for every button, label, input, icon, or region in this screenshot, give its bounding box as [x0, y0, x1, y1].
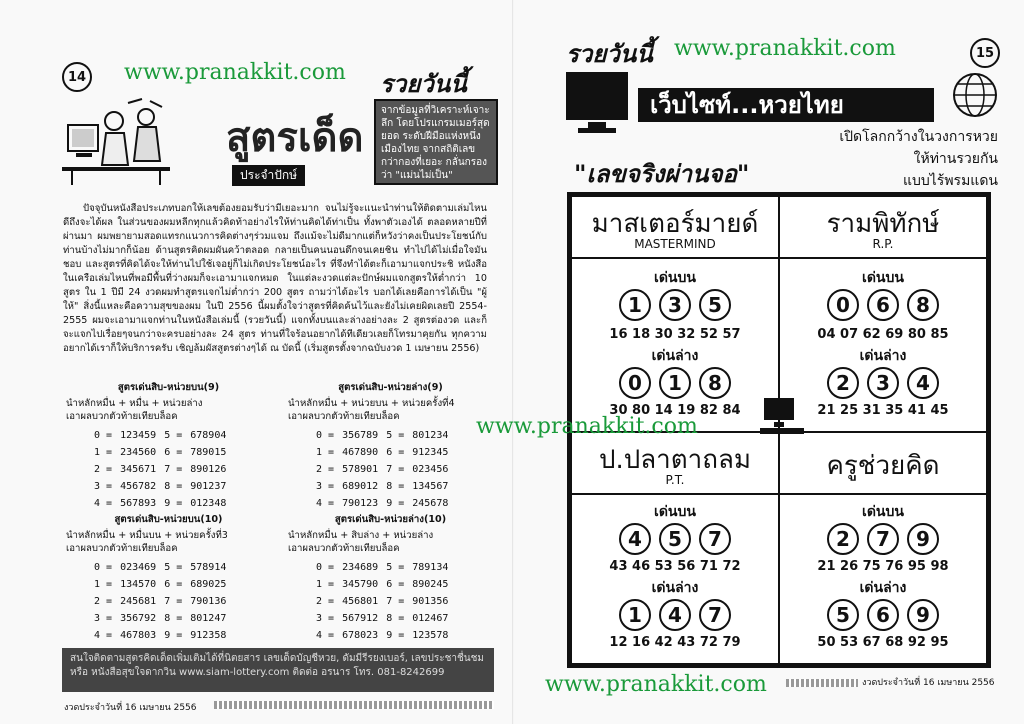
- digit-key: 1 =: [316, 447, 335, 458]
- digit-key: 5 =: [164, 430, 183, 441]
- digit-set: 912345: [412, 447, 449, 458]
- formula-row: [90, 627, 230, 644]
- box-body-kru: [778, 493, 988, 665]
- digit-set: 456801: [342, 596, 379, 607]
- digit-set: 578914: [190, 562, 227, 573]
- issue-date-footer: งวดประจำวันที่ 16 เมษายน 2556: [862, 678, 995, 688]
- formula-title: สูตรเด่นสิบ-หน่วยล่าง(9): [338, 382, 443, 393]
- digit-set: 123578: [412, 630, 449, 641]
- digit-key: 0 =: [94, 562, 113, 573]
- website-banner: [566, 72, 1004, 190]
- formula-title: สูตรเด่นสิบ-หน่วยล่าง(10): [334, 514, 447, 525]
- digit-set: 890126: [190, 464, 227, 475]
- formula-row: [90, 576, 230, 593]
- box-name: ครูช่วยคิด: [826, 451, 940, 481]
- digit-key: 4 =: [316, 498, 335, 509]
- formula-instruction: เอาผลบวกตัวท้ายเทียบล็อค: [66, 411, 178, 422]
- digit-key: 3 =: [94, 613, 113, 624]
- circled-digit: 2: [827, 523, 859, 555]
- circled-digit: 9: [907, 523, 939, 555]
- formula-instruction: นำหลักหมื่น + หมื่น + หน่วยล่าง: [66, 398, 203, 409]
- watermark-text: www.pranakkit.com: [545, 672, 767, 697]
- digit-set: 789134: [412, 562, 449, 573]
- circled-digit: 4: [659, 599, 691, 631]
- banner-subtitle: ประจำปักษ์: [232, 165, 305, 186]
- digit-set: 234560: [120, 447, 157, 458]
- top-label: เด่นบน: [862, 504, 904, 520]
- top-circles: [572, 523, 778, 555]
- digit-key: 5 =: [386, 562, 405, 573]
- formula-group-1: [66, 380, 271, 512]
- digit-key: 6 =: [164, 447, 183, 458]
- digit-set: 567912: [342, 613, 379, 624]
- digit-key: 4 =: [94, 630, 113, 641]
- people-computer-illustration: [62, 95, 170, 187]
- formula-table: [90, 559, 230, 644]
- monitor-base: [578, 128, 616, 133]
- monitor-icon: [566, 72, 628, 120]
- circled-digit: 6: [867, 289, 899, 321]
- formula-table: [312, 559, 452, 644]
- digit-set: 901237: [190, 481, 227, 492]
- formula-instruction: เอาผลบวกตัวท้ายเทียบล็อค: [66, 543, 178, 554]
- formula-instruction: เอาผลบวกตัวท้ายเทียบล็อค: [288, 543, 400, 554]
- circled-digit: 8: [699, 367, 731, 399]
- digit-set: 245678: [412, 498, 449, 509]
- box-subname: R.P.: [872, 237, 894, 251]
- globe-icon: [952, 72, 998, 118]
- bottom-circles: [572, 367, 778, 399]
- top-numbers: 04 07 62 69 80 85: [817, 327, 949, 342]
- circled-digit: 5: [659, 523, 691, 555]
- banner-title: สูตรเด็ด: [226, 115, 364, 161]
- masthead-logo: รวยวันนี้: [566, 39, 653, 68]
- digit-key: 8 =: [386, 481, 405, 492]
- box-header-mastermind: [570, 195, 780, 259]
- bottom-numbers: 21 25 31 35 41 45: [817, 403, 949, 418]
- digit-key: 9 =: [164, 630, 183, 641]
- formula-instruction: นำหลักหมื่น + หมื่นบน + หน่วยครั้งที่3: [66, 530, 228, 541]
- top-label: เด่นบน: [654, 504, 696, 520]
- formula-table: [90, 427, 230, 512]
- footer-rule: [786, 679, 858, 687]
- formula-row: [90, 478, 230, 495]
- bottom-numbers: 30 80 14 19 82 84: [609, 403, 741, 418]
- formula-row: [312, 610, 452, 627]
- digit-key: 8 =: [386, 613, 405, 624]
- formula-banner: [62, 95, 502, 195]
- digit-key: 6 =: [386, 447, 405, 458]
- digit-set: 467803: [120, 630, 157, 641]
- page-number: 14: [62, 62, 92, 92]
- circled-digit: 7: [699, 599, 731, 631]
- formula-row: [312, 576, 452, 593]
- digit-key: 2 =: [316, 596, 335, 607]
- formula-row: [90, 495, 230, 512]
- digit-set: 689025: [190, 579, 227, 590]
- top-numbers: 43 46 53 56 71 72: [609, 559, 741, 574]
- digit-set: 345671: [120, 464, 157, 475]
- digit-set: 578901: [342, 464, 379, 475]
- bottom-circles: [780, 599, 986, 631]
- digit-set: 123459: [120, 430, 157, 441]
- watermark-text: www.pranakkit.com: [476, 414, 698, 439]
- top-label: เด่นบน: [654, 270, 696, 286]
- formula-row: [312, 461, 452, 478]
- digit-key: 9 =: [164, 498, 183, 509]
- digit-key: 6 =: [164, 579, 183, 590]
- banner-line: เปิดโลกกว้างในวงการหวย: [839, 129, 998, 145]
- box-name: รามพิทักษ์: [826, 209, 940, 239]
- digit-set: 678904: [190, 430, 227, 441]
- digit-set: 456782: [120, 481, 157, 492]
- circled-digit: 1: [619, 289, 651, 321]
- formula-row: [90, 593, 230, 610]
- page-number: 15: [970, 38, 1000, 68]
- bottom-label: เด่นล่าง: [859, 580, 907, 596]
- bottom-label: เด่นล่าง: [859, 348, 907, 364]
- digit-set: 245681: [120, 596, 157, 607]
- top-numbers: 21 26 75 76 95 98: [817, 559, 949, 574]
- digit-key: 2 =: [94, 596, 113, 607]
- box-name: ป.ปลาตาถลม: [598, 445, 752, 475]
- digit-key: 3 =: [316, 481, 335, 492]
- formula-instruction: นำหลักหมื่น + หน่วยบน + หน่วยครั้งที่4: [288, 398, 455, 409]
- digit-key: 8 =: [164, 613, 183, 624]
- banner-line: ให้ท่านรวยกัน: [913, 151, 998, 167]
- digit-set: 790136: [190, 596, 227, 607]
- website-title: เว็บไซท์...หวยไทย: [638, 88, 934, 122]
- circled-digit: 4: [907, 367, 939, 399]
- digit-key: 4 =: [94, 498, 113, 509]
- digit-key: 7 =: [164, 464, 183, 475]
- watermark-text: www.pranakkit.com: [124, 60, 346, 85]
- digit-set: 801247: [190, 613, 227, 624]
- formula-row: [90, 559, 230, 576]
- digit-key: 9 =: [386, 630, 405, 641]
- circled-digit: 2: [827, 367, 859, 399]
- formula-row: [90, 444, 230, 461]
- digit-key: 5 =: [164, 562, 183, 573]
- digit-key: 0 =: [316, 430, 335, 441]
- banner-line: แบบไร้พรมแดน: [902, 173, 998, 189]
- issue-date-footer: งวดประจำวันที่ 16 เมษายน 2556: [64, 703, 197, 713]
- formula-row: [312, 627, 452, 644]
- formula-table: [312, 427, 452, 512]
- computer-icon: [758, 396, 806, 436]
- box-body-mastermind: [570, 257, 780, 433]
- box-subname: MASTERMIND: [634, 237, 716, 251]
- circled-digit: 0: [619, 367, 651, 399]
- digit-set: 689012: [342, 481, 379, 492]
- box-body-pt: [570, 493, 780, 665]
- digit-set: 356789: [342, 430, 379, 441]
- box-header-rp: [778, 195, 988, 259]
- digit-key: 6 =: [386, 579, 405, 590]
- circled-digit: 5: [699, 289, 731, 321]
- bottom-circles: [572, 599, 778, 631]
- formula-row: [90, 427, 230, 444]
- advertisement-box: [62, 648, 494, 692]
- formula-row: [312, 444, 452, 461]
- digit-key: 1 =: [94, 447, 113, 458]
- footer-rule: [214, 701, 494, 709]
- top-label: เด่นบน: [862, 270, 904, 286]
- digit-set: 023469: [120, 562, 157, 573]
- ad-line: หรือ หนังสือสุขใจดากวิน www.siam-lottery.com ติดต่อ อรนาร โทร. 081-8242699: [70, 667, 445, 678]
- formula-group-2: [288, 380, 493, 512]
- box-header-kru: [778, 431, 988, 495]
- formula-row: [312, 427, 452, 444]
- digit-set: 356792: [120, 613, 157, 624]
- digit-key: 2 =: [94, 464, 113, 475]
- circled-digit: 4: [619, 523, 651, 555]
- digit-key: 9 =: [386, 498, 405, 509]
- digit-key: 2 =: [316, 464, 335, 475]
- box-subname: P.T.: [665, 473, 685, 487]
- formula-instruction: เอาผลบวกตัวท้ายเทียบล็อค: [288, 411, 400, 422]
- formula-row: [90, 461, 230, 478]
- digit-key: 7 =: [164, 596, 183, 607]
- watermark-text: www.pranakkit.com: [674, 36, 896, 61]
- masthead-logo: รวยวันนี้: [380, 69, 467, 98]
- digit-key: 3 =: [316, 613, 335, 624]
- box-header-pt: [570, 431, 780, 495]
- formula-group-3: [66, 512, 271, 644]
- digit-key: 0 =: [94, 430, 113, 441]
- top-numbers: 16 18 30 32 52 57: [609, 327, 741, 342]
- digit-set: 134567: [412, 481, 449, 492]
- digit-set: 912358: [190, 630, 227, 641]
- digit-key: 4 =: [316, 630, 335, 641]
- circled-digit: 1: [619, 599, 651, 631]
- formula-row: [312, 593, 452, 610]
- bottom-circles: [780, 367, 986, 399]
- circled-digit: 9: [907, 599, 939, 631]
- digit-set: 345790: [342, 579, 379, 590]
- digit-set: 134570: [120, 579, 157, 590]
- circled-digit: 7: [699, 523, 731, 555]
- circled-digit: 6: [867, 599, 899, 631]
- digit-key: 3 =: [94, 481, 113, 492]
- digit-set: 901356: [412, 596, 449, 607]
- formula-title: สูตรเด่นสิบ-หน่วยบน(10): [114, 514, 223, 525]
- top-circles: [780, 289, 986, 321]
- digit-set: 678023: [342, 630, 379, 641]
- circled-digit: 0: [827, 289, 859, 321]
- formula-row: [312, 495, 452, 512]
- digit-set: 012467: [412, 613, 449, 624]
- intro-paragraph: ปัจจุบันหนังสือประเภทบอกให้เลขต้องยอมรับว่ามีเยอะมาก จนไม่รู้จะแนะนำท่านให้ติดตามเล่มไหนดีถึงจะได้ผล ในส่วนของผมหลีกทุกแล้วคิดท้าอย่างไรให้ท่านคิดได้ท่าเป็น ทั้งพาตัวเองได้ ตลอดหลายปีที่ผ่านมา ผมพยายามสอดแทรกแนวการคิดต่างๆร่วมแจม ถึงแม้จะไม่ดีมากแต่ก็หวังว่าคงเป็นประโยชน์กับท่านบ้างไม่มากก็น้อย ด้านสูตรคิดผมผันคว้าตลอด กลายเป็นคนนอนดึกจนเคยชิน ทำไปได้ไม่เมื่อใจมันชอบ และสูตรที่คิดได้จะให้ท่านไปใช้เจอยู่ก็ไม่เกิดประโยชน์อะไร ที่จึงทำได้ตะก็เอามาแจกประชิ หนังสือในเครือเล่มไหนที่พอมีพื้นที่ว่างผมก็จะเอามาแจกหมด ในแต่ละงวดแต่ละปักษ์ผมแจกสูตรให้ต่ำกว่า 10 สูตร ใน 1 ปีมี 24 งวดผมทำสูตรแจกไม่ต่ำกว่า 200 สูตร ถามว่าได้อะไร บอกได้เลยคือการได้เป็น "ผู้ให้" สิ่งนี้แหละคือความสุขของผม ในปี 2556 นี้ผมตั้งใจว่าสูตรที่คิดค้นไว้และยังไม่เคยผิดเลยปี 2554-2555 ผมจะเอามาแจกท่านในหนังสือเล่มนี้ (รวยวันนี้) แจกทั้งบนและล่างอย่างละ 2 สูตรต่องวด และก็จะแจกไปเรื่อยๆจนกว่าจะครบอย่างละ 24 สูตร ท่านที่ใจร้อนอยากได้ทีเดียวเลยก็โทรมาคุยกัน ทุกความอยากได้เราก็ให้บริการครับ เชิญล้มผัสสูตรต่างๆได้ ณ บัดนี้ (เริ่มสูตรตั้งจากฉบับงวด 1 เมษายน 2556): [63, 203, 487, 354]
- bottom-label: เด่นล่าง: [651, 348, 699, 364]
- box-name: มาสเตอร์มายด์: [591, 209, 759, 239]
- circled-digit: 3: [867, 367, 899, 399]
- circled-digit: 3: [659, 289, 691, 321]
- digit-set: 567893: [120, 498, 157, 509]
- digit-key: 5 =: [386, 430, 405, 441]
- digit-key: 1 =: [94, 579, 113, 590]
- digit-key: 0 =: [316, 562, 335, 573]
- banner-slogan: "เลขจริงผ่านจอ": [574, 160, 750, 188]
- formula-row: [312, 478, 452, 495]
- circled-digit: 5: [827, 599, 859, 631]
- digit-set: 023456: [412, 464, 449, 475]
- bottom-numbers: 50 53 67 68 92 95: [817, 635, 949, 650]
- formula-row: [312, 559, 452, 576]
- bottom-label: เด่นล่าง: [651, 580, 699, 596]
- formula-row: [90, 610, 230, 627]
- digit-set: 234689: [342, 562, 379, 573]
- digit-key: 7 =: [386, 596, 405, 607]
- formula-instruction: นำหลักหมื่น + สิบล่าง + หน่วยล่าง: [288, 530, 434, 541]
- circled-digit: 8: [907, 289, 939, 321]
- digit-key: 8 =: [164, 481, 183, 492]
- box-body-rp: [778, 257, 988, 433]
- circled-digit: 1: [659, 367, 691, 399]
- digit-set: 012348: [190, 498, 227, 509]
- digit-key: 1 =: [316, 579, 335, 590]
- digit-set: 789015: [190, 447, 227, 458]
- formula-title: สูตรเด่นสิบ-หน่วยบน(9): [117, 382, 220, 393]
- digit-set: 790123: [342, 498, 379, 509]
- digit-set: 890245: [412, 579, 449, 590]
- formula-group-4: [288, 512, 493, 644]
- bottom-numbers: 12 16 42 43 72 79: [609, 635, 741, 650]
- circled-digit: 7: [867, 523, 899, 555]
- digit-key: 7 =: [386, 464, 405, 475]
- top-circles: [572, 289, 778, 321]
- digit-set: 467890: [342, 447, 379, 458]
- banner-description: จากข้อมูลที่วิเคราะห์เจาะลึก โดยโปรแกรมเมอร์สุดยอด ระดับฝีมือแห่งหนึ่งเมืองไทย จากสถิติเลขกว่ากองที่เยอะ กลั่นกรองว่า "แม่นไม่เป็น": [374, 99, 498, 185]
- ad-line: สนใจติดตามสูตรคิดเด็ดเพิ่มเติมได้ที่นิตยสาร เลขเด็ดบัญชีหวย, ดัมมีรีรยงเบอร์, เลขประชาชื่นชม: [70, 653, 485, 664]
- top-circles: [780, 523, 986, 555]
- digit-set: 801234: [412, 430, 449, 441]
